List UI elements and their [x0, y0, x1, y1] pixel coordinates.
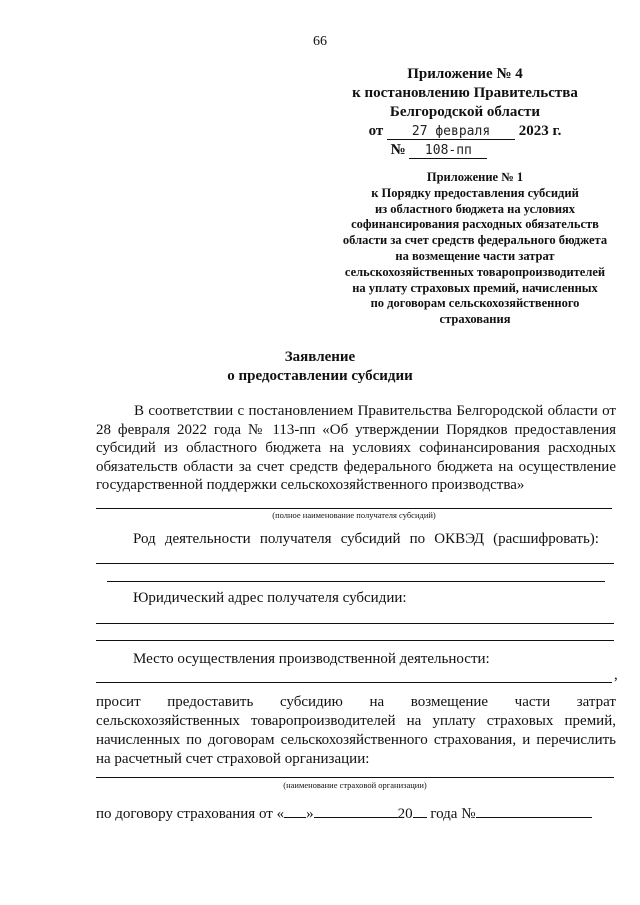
appendix-1-line: страхования	[439, 312, 511, 327]
okved-line-1[interactable]	[96, 563, 614, 564]
legal-address-line-1[interactable]	[96, 623, 614, 624]
contract-prefix: по договору страхования от	[96, 806, 273, 822]
request-word: предоставить	[167, 694, 254, 710]
appendix-1-line: софинансирования расходных обязательств	[351, 217, 599, 232]
okved-word: деятельности	[164, 531, 251, 547]
request-word: части	[514, 694, 551, 710]
request-word: субсидию	[279, 694, 343, 710]
appendix-1-line: Приложение № 1	[426, 170, 524, 184]
okved-word: по	[409, 531, 426, 547]
contract-line	[96, 804, 592, 823]
insurer-caption: (наименование страховой организации)	[283, 780, 427, 790]
contract-year-suffix: года	[430, 806, 458, 822]
recipient-name-line[interactable]	[96, 508, 612, 509]
appendix-4-resolution: к постановлению Правительства	[352, 85, 578, 101]
contract-year-field[interactable]	[413, 804, 427, 818]
date-year: 2023 г.	[518, 123, 562, 139]
request-word: просит	[96, 694, 141, 710]
contract-year-prefix: 20	[397, 806, 413, 822]
okved-line-2[interactable]	[107, 581, 605, 582]
appendix-4-title: Приложение № 4	[407, 66, 523, 82]
recipient-caption: (полное наименование получателя субсидий)	[272, 510, 436, 520]
appendix-1-line: из областного бюджета на условиях	[374, 201, 576, 216]
insurer-name-line[interactable]	[96, 777, 614, 778]
request-first-line	[96, 693, 616, 712]
okved-label	[133, 531, 599, 548]
appendix-1-line: по договорам сельскохозяйственного	[370, 296, 580, 311]
okved-word: ОКВЭД	[434, 531, 484, 547]
production-place-line[interactable]	[96, 682, 612, 683]
appendix-1-line: сельскохозяйственных товаропроизводителей	[344, 264, 606, 279]
contract-day-field[interactable]	[284, 804, 306, 818]
okved-word: субсидий	[340, 531, 401, 547]
contract-number-field[interactable]	[476, 804, 592, 818]
contract-number-sign: №	[461, 806, 476, 822]
appendix-1-header	[290, 170, 640, 328]
page-number: 66	[313, 34, 327, 49]
title-line-1: Заявление	[284, 349, 356, 365]
request-word: на	[369, 694, 385, 710]
contract-month-field[interactable]	[314, 804, 398, 818]
okved-word: (расшифровать):	[493, 531, 599, 547]
contract-open-quote: «	[276, 806, 285, 822]
appendix-1-line: на возмещение части затрат	[395, 248, 555, 263]
production-place-label: Место осуществления производственной деятельности:	[133, 651, 490, 667]
okved-word: Род	[133, 531, 156, 547]
document-title	[0, 348, 640, 386]
okved-word: получателя	[259, 531, 332, 547]
handwritten-date: 27 февраля	[387, 125, 515, 140]
request-rest: сельскохозяйственных товаропроизводителей на уплату страховых премий, начисленных по договорам сельскохозяйственного страхования, и перечислить на расчетный счет страховой организации:	[96, 713, 616, 767]
legal-address-line-2[interactable]	[96, 640, 614, 641]
number-prefix: №	[390, 142, 406, 158]
appendix-1-line: на уплату страховых премий, начисленных	[352, 280, 598, 295]
appendix-4-region: Белгородской области	[389, 104, 541, 120]
request-paragraph	[96, 693, 616, 769]
production-place-comma: ,	[614, 667, 618, 683]
appendix-1-line: к Порядку предоставления субсидий	[371, 185, 579, 200]
appendix-4-date-line	[300, 122, 630, 141]
intro-paragraph: В соответствии с постановлением Правительства Белгородской области от 28 февраля 2022 года № 113-пп «Об утверждении Порядков предоставления субсидий из областного бюджета на условиях софинансирования расходных обязательств области за счет средств федерального бюджета на осуществление государственной поддержки сельскохозяйственного производства»	[96, 403, 616, 493]
appendix-4-header	[300, 65, 630, 160]
legal-address-label: Юридический адрес получателя субсидии:	[133, 590, 407, 606]
date-prefix: от	[368, 123, 384, 139]
appendix-1-line: области за счет средств федерального бюджета	[342, 233, 608, 248]
request-word: затрат	[576, 694, 616, 710]
title-line-2: о предоставлении субсидии	[227, 368, 413, 384]
request-word: возмещение	[410, 694, 489, 710]
appendix-4-number-line	[248, 141, 630, 160]
handwritten-number: 108-пп	[409, 144, 487, 159]
contract-close-quote: »	[306, 806, 314, 822]
